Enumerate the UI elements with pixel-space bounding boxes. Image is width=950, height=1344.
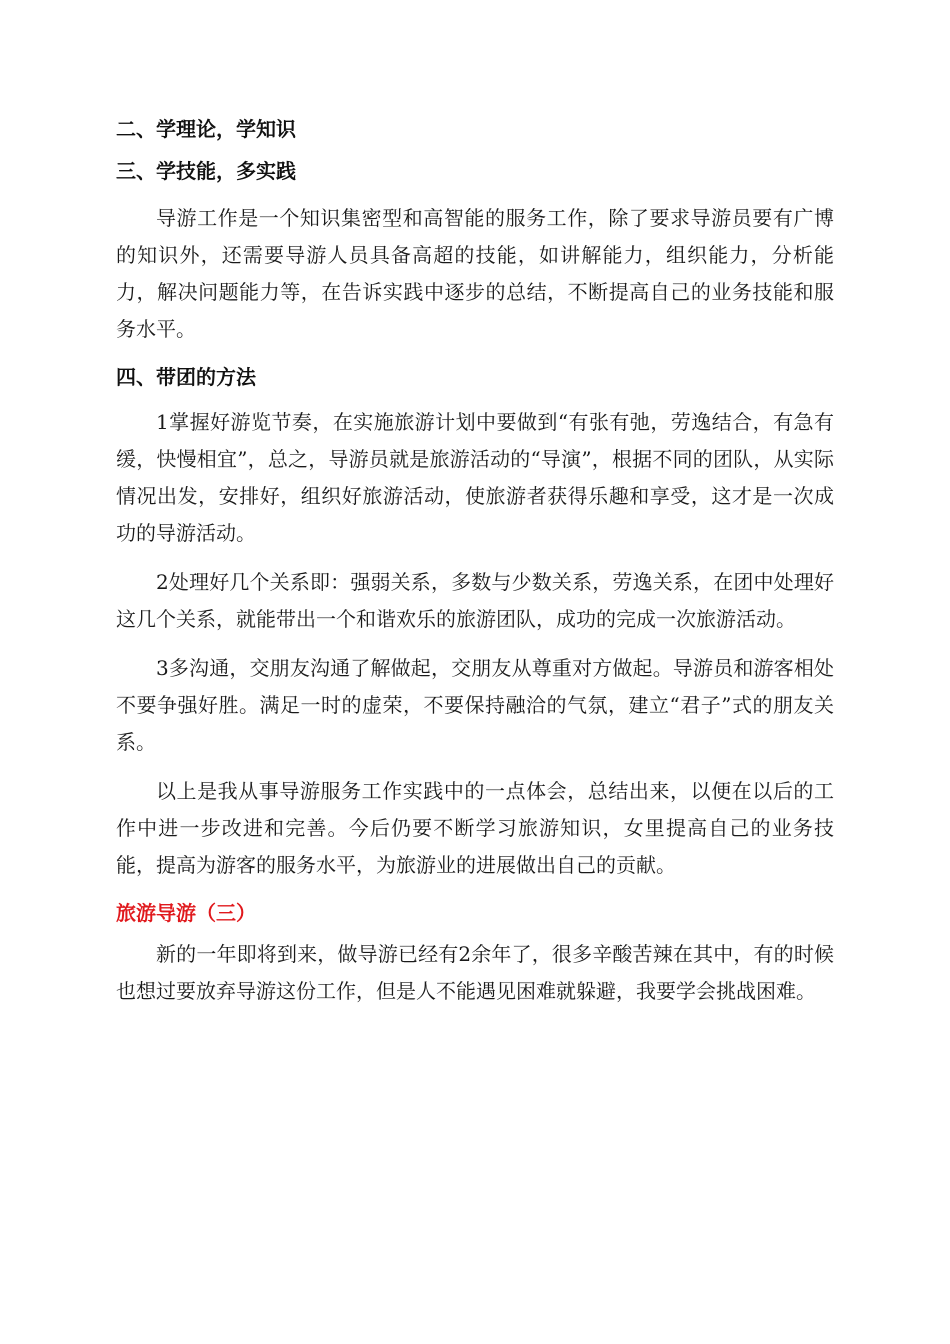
- heading-learn-skills: 三、学技能，多实践: [116, 159, 296, 183]
- heading-learn-theory: 二、学理论，学知识: [116, 117, 296, 141]
- document-body: [116, 112, 834, 1022]
- paragraph-method-3: 3多沟通，交朋友沟通了解做起，交朋友从尊重对方做起。导游员和游客相处不要争强好胜。满足一时的虚荣，不要保持融洽的气氛，建立“君子”式的朋友关系。: [116, 656, 834, 754]
- paragraph-skills: 导游工作是一个知识集密型和高智能的服务工作，除了要求导游员要有广博的知识外，还需要导游人员具备高超的技能，如讲解能力，组织能力，分析能力，解决问题能力等，在告诉实践中逐步的总结，不断提高自己的业务技能和服务水平。: [116, 206, 834, 341]
- heading-tour-methods: 四、带团的方法: [116, 365, 256, 389]
- paragraph-summary: 以上是我从事导游服务工作实践中的一点体会，总结出来，以便在以后的工作中进一步改进和完善。今后仍要不断学习旅游知识，女里提高自己的业务技能，提高为游客的服务水平，为旅游业的进展做出自己的贡献。: [116, 779, 834, 877]
- paragraph-section3-intro: 新的一年即将到来，做导游已经有2余年了，很多辛酸苦辣在其中，有的时候也想过要放弃导游这份工作，但是人不能遇见困难就躲避，我要学会挑战困难。: [116, 942, 834, 1003]
- paragraph-method-1: 1掌握好游览节奏，在实施旅游计划中要做到“有张有弛，劳逸结合，有急有缓，快慢相宜”，总之，导游员就是旅游活动的“导演”，根据不同的团队，从实际情况出发，安排好，组织好旅游活动，使旅游者获得乐趣和享受，这才是一次成功的导游活动。: [116, 410, 834, 545]
- section-title-tour-guide-3: 旅游导游（三）: [116, 901, 256, 925]
- paragraph-method-2: 2处理好几个关系即：强弱关系，多数与少数关系，劳逸关系，在团中处理好这几个关系，就能带出一个和谐欢乐的旅游团队，成功的完成一次旅游活动。: [116, 570, 834, 631]
